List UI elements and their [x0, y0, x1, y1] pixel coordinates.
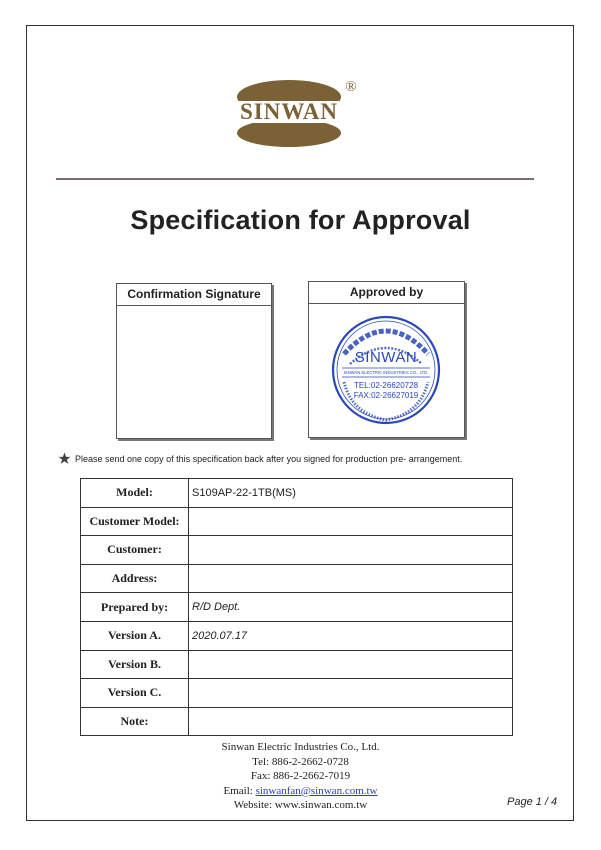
- footer-fax: Fax: 886-2-2662-7019: [250, 770, 351, 782]
- page-title: Specification for Approval: [130, 205, 471, 235]
- footer-email-label: Email:: [223, 784, 256, 797]
- approved-by-label: Approved by: [309, 282, 464, 304]
- seal-tel: TEL:02-26620728: [353, 381, 419, 390]
- row-label: Prepared by:: [81, 593, 189, 622]
- table-row: [81, 679, 513, 708]
- note-text: Please send one copy of this specification back after you signed for production pre- arrangement.: [75, 453, 463, 464]
- row-label: Version C.: [81, 679, 189, 708]
- registered-mark: ®: [345, 79, 357, 95]
- customer-model-value: [189, 507, 513, 536]
- row-label: Customer:: [81, 536, 189, 565]
- row-label: Model:: [81, 479, 189, 508]
- table-row: [81, 593, 513, 622]
- prepared-by-value: R/D Dept.: [189, 593, 513, 622]
- star-icon: [58, 452, 71, 465]
- table-row: [81, 707, 513, 736]
- row-label: Note:: [81, 707, 189, 736]
- seal-company-en: SINWAN ELECTRIC INDUSTRIES CO., LTD.: [343, 370, 429, 375]
- specification-table: [80, 478, 513, 736]
- seal-fax: FAX:02-26627019: [353, 391, 419, 400]
- table-row: [81, 536, 513, 565]
- table-row: [81, 507, 513, 536]
- row-label: Address:: [81, 564, 189, 593]
- title-divider: [56, 178, 534, 180]
- table-row: [81, 479, 513, 508]
- table-row: [81, 621, 513, 650]
- sinwan-logo: [231, 75, 359, 147]
- version-c-value: [189, 679, 513, 708]
- page-number: Page 1 / 4: [507, 796, 558, 808]
- customer-value: [189, 536, 513, 565]
- email-link[interactable]: sinwanfan@sinwan.com.tw: [255, 784, 378, 797]
- footer-company: Sinwan Electric Industries Co., Ltd.: [221, 741, 380, 753]
- table-row: [81, 650, 513, 679]
- logo-text: SINWAN: [239, 99, 339, 124]
- company-seal-stamp: [330, 314, 442, 426]
- model-value: S109AP-22-1TB(MS): [189, 479, 513, 508]
- table-row: [81, 564, 513, 593]
- confirmation-signature-label: Confirmation Signature: [117, 284, 271, 306]
- version-a-value: 2020.07.17: [189, 621, 513, 650]
- footer-website: Website: www.sinwan.com.tw: [233, 799, 368, 811]
- seal-company-name: SINWAN: [354, 349, 418, 366]
- note-value: [189, 707, 513, 736]
- row-label: Customer Model:: [81, 507, 189, 536]
- row-label: Version A.: [81, 621, 189, 650]
- row-label: Version B.: [81, 650, 189, 679]
- confirmation-signature-box: [116, 283, 272, 439]
- version-b-value: [189, 650, 513, 679]
- address-value: [189, 564, 513, 593]
- footer-tel: Tel: 886-2-2662-0728: [252, 755, 349, 768]
- return-instruction-note: [58, 452, 462, 465]
